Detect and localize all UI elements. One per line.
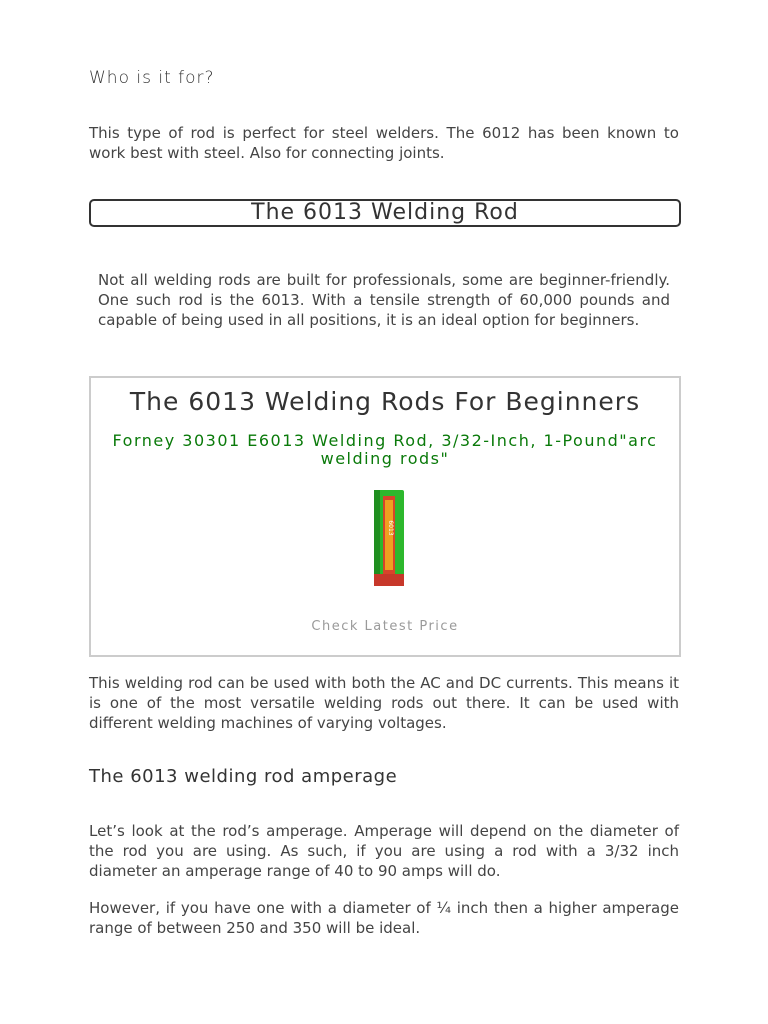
amperage-paragraph-1: Let’s look at the rod’s amperage. Amperage will depend on the diameter of the rod you are using. As such, if you are using a rod with a 3/32 inch diameter an amperage range of 40 to 90 amps will do. (89, 822, 679, 880)
rod-6013-intro-paragraph: Not all welding rods are built for professionals, some are beginner-friendly. One such rod is the 6013. With a tensile strength of 60,000 pounds and capable of being used in all positions, it is an ideal option for beginners. (98, 271, 670, 329)
rod-6013-heading-box (89, 199, 681, 227)
product-link[interactable]: Forney 30301 E6013 Welding Rod, 3/32-Inch, 1-Pound"arc welding rods" (112, 431, 658, 468)
who-is-it-for-heading: Who is it for? (89, 68, 215, 88)
product-box-title: The 6013 Welding Rods For Beginners (129, 387, 641, 416)
product-image[interactable] (371, 488, 407, 588)
package-label: 6013 (387, 520, 394, 536)
rod-6013-heading: The 6013 Welding Rod (251, 200, 519, 225)
product-box (89, 376, 681, 657)
currents-paragraph: This welding rod can be used with both the AC and DC currents. This means it is one of the most versatile welding rods out there. It can be used with different welding machines of varying voltages. (89, 674, 679, 732)
welding-rod-package-icon (371, 488, 407, 588)
amperage-paragraph-2: However, if you have one with a diameter of ¼ inch then a higher amperage range of between 250 and 350 will be ideal. (89, 899, 679, 937)
who-is-it-for-paragraph: This type of rod is perfect for steel welders. The 6012 has been known to work best with steel. Also for connecting joints. (89, 124, 679, 162)
amperage-heading: The 6013 welding rod amperage (89, 766, 398, 787)
check-latest-price-link[interactable]: Check Latest Price (311, 619, 459, 634)
